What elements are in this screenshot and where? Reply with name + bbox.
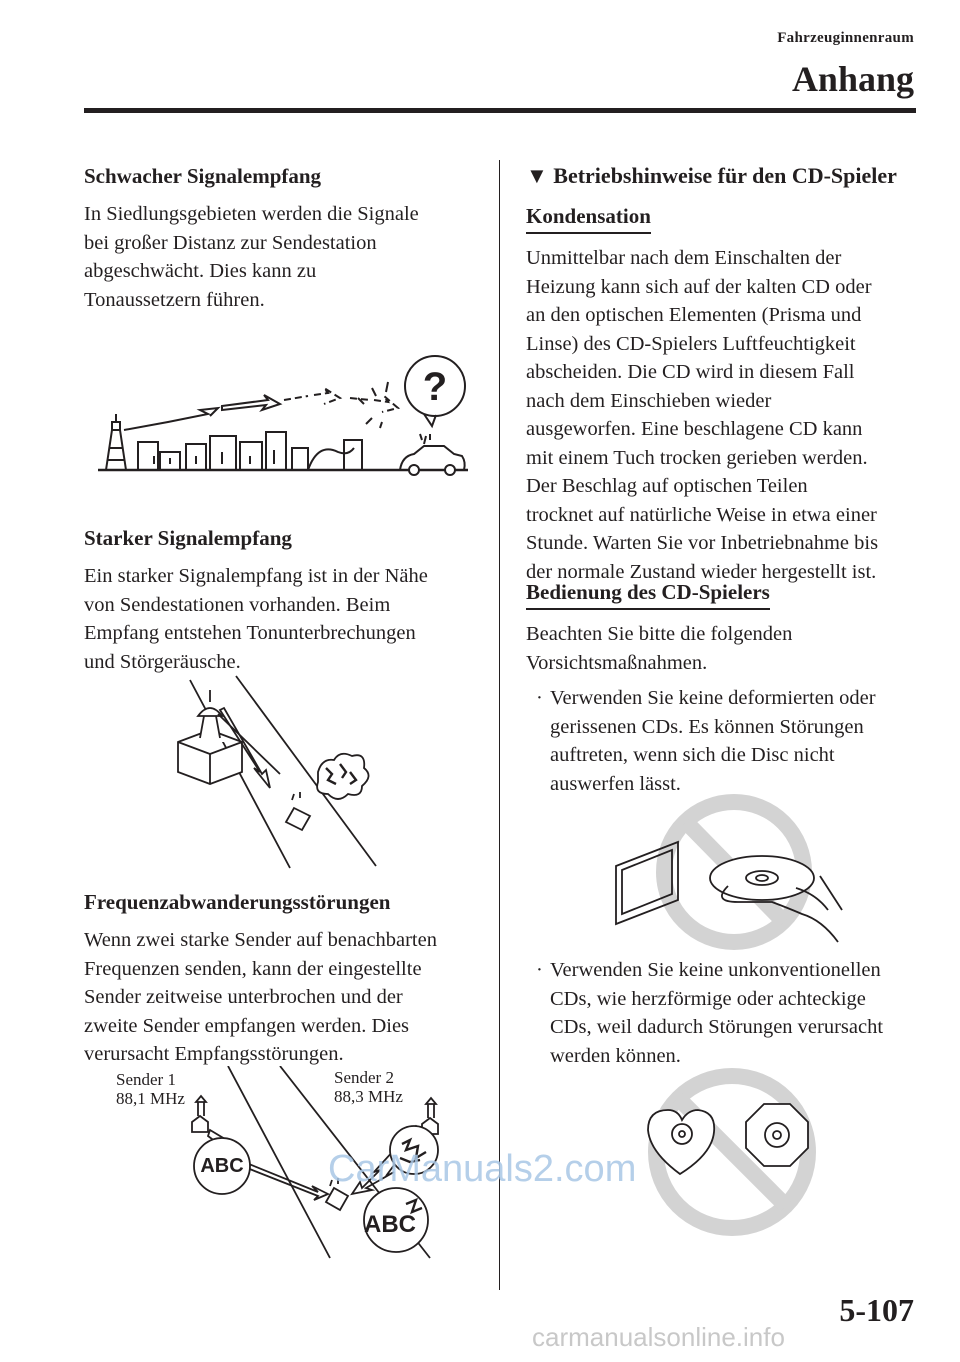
bullet-unconventional-cds: · Verwenden Sie keine unkonventionellen CDs, wie herzförmige oder achteckige CDs, weil dadurch Störungen verursacht werden können. bbox=[550, 956, 883, 1070]
svg-text:ABC: ABC bbox=[364, 1211, 416, 1238]
frequency-drift-text: Wenn zwei starke Sender auf benachbarten Frequenzen senden, kann der eingestellte Sender zeitweise unterbrochen und der zweite Sender empfangen werden. Dies verursacht Empfangsstörungen. bbox=[84, 929, 437, 1065]
strong-signal-illustration bbox=[170, 672, 382, 870]
bullet-icon: · bbox=[536, 687, 543, 709]
svg-text:ABC: ABC bbox=[200, 1155, 244, 1177]
sender-1-label: Sender 1 88,1 MHz bbox=[116, 1070, 185, 1108]
watermark-bottom: carmanualsonline.info bbox=[532, 1322, 785, 1352]
condensation-subheading: Kondensation bbox=[526, 204, 651, 234]
weak-signal-text: In Siedlungsgebieten werden die Signale bei großer Distanz zur Sendestation abgeschwächt. Dies kann zu Tonaussetzern führen. bbox=[84, 203, 419, 311]
header-rule bbox=[84, 108, 916, 113]
no-irregular-cd-illustration bbox=[632, 1062, 832, 1242]
cd-player-heading: ▼ Betriebshinweise für den CD-Spieler bbox=[526, 163, 897, 188]
operation-subheading: Bedienung des CD-Spielers bbox=[526, 580, 770, 610]
watermark-top: CarManuals2.com bbox=[328, 1148, 637, 1190]
frequency-drift-heading: Frequenzabwanderungsstörungen bbox=[84, 890, 391, 914]
svg-text:?: ? bbox=[422, 365, 448, 409]
condensation-text: Unmittelbar nach dem Einschalten der Heizung kann sich auf der kalten CD oder an den optischen Elementen (Prisma und Linse) des CD-Spielers Luftfeuchtigkeit abscheiden. Die CD wird in diesem Fall nach dem Einschieben wieder ausgeworfen. Eine beschlagene CD kann mit einem Tuch trocken gerieben werden. Der Beschlag auf optischen Teilen trocknet auf natürliche Weise in etwa einer Stunde. Warten Sie vor Inbetriebnahme bis der normale Zustand wieder hergestellt ist. bbox=[526, 247, 879, 583]
triangle-marker-icon: ▼ bbox=[526, 163, 554, 188]
page-number: 5-107 bbox=[839, 1292, 914, 1328]
weak-signal-illustration bbox=[98, 352, 470, 482]
no-deformed-cd-illustration bbox=[612, 790, 852, 950]
strong-signal-heading: Starker Signalempfang bbox=[84, 526, 292, 550]
column-divider bbox=[499, 160, 500, 1290]
operation-text: Beachten Sie bitte die folgenden Vorsichtsmaßnahmen. bbox=[526, 623, 793, 674]
sender-2-label: Sender 2 88,3 MHz bbox=[334, 1068, 403, 1106]
strong-signal-text: Ein starker Signalempfang ist in der Nähe von Sendestationen vorhanden. Beim Empfang entstehen Tonunterbrechungen und Störgeräusche. bbox=[84, 565, 428, 673]
section-title: Fahrzeuginnenraum bbox=[777, 30, 914, 46]
bullet-icon: · bbox=[536, 959, 543, 981]
weak-signal-heading: Schwacher Signalempfang bbox=[84, 164, 322, 188]
bullet-deformed-cds: · Verwenden Sie keine deformierten oder gerissenen CDs. Es können Störungen auftreten, wenn sich die Disc nicht auswerfen lässt. bbox=[550, 684, 876, 798]
chapter-title: Anhang bbox=[791, 59, 914, 99]
